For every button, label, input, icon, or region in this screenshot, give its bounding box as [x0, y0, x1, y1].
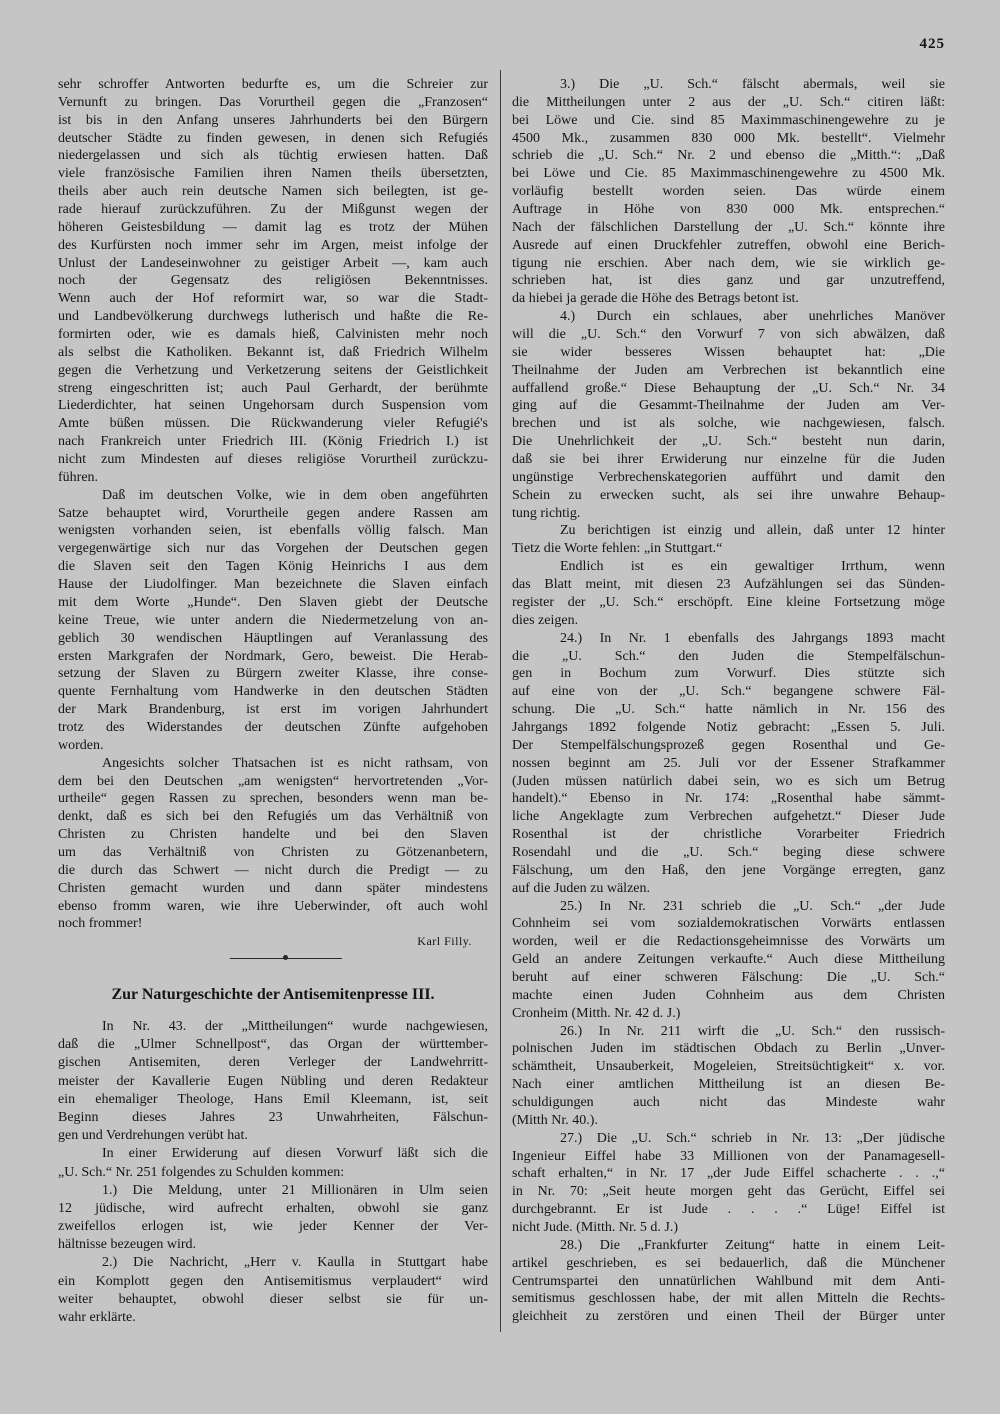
text-line: Unlust der Landeseinwohner zu geistiger Arbeit —, kam auch — [58, 255, 488, 271]
text-line: Centrumspartei den unnatürlichen Wahlbund mit dem Anti- — [512, 1273, 945, 1289]
paragraph — [512, 898, 945, 1023]
text-line: die „U. Sch.“ den Juden die Stempelfälschun- — [512, 648, 945, 664]
text-line: wahr erklärte. — [58, 1310, 136, 1325]
section-divider-ornament — [283, 955, 288, 960]
text-line: machte einen Juden Cohnheim aus dem Christen — [512, 987, 945, 1003]
text-line: ging auf die Gesammt-Theilnahme der Juden am Ver- — [512, 398, 945, 414]
text-line: Christen zu Christen handelte und bei den Slaven — [58, 827, 488, 843]
text-line: Zu berichtigen ist einzig und allein, daß unter 12 hinter — [560, 523, 945, 539]
text-line: hältnisse bezeugen wird. — [58, 1237, 197, 1253]
text-line: die Slaven seit den Tagen König Heinrichs I aus dem — [58, 559, 488, 575]
paragraph — [512, 522, 945, 558]
text-line: niedergelassen und sich als tüchtig erwiesen hatten. Daß — [58, 148, 488, 164]
text-line: 2.) Die Nachricht, „Herr v. Kaulla in Stuttgart habe — [102, 1255, 488, 1271]
paragraph — [512, 76, 945, 308]
paragraph — [58, 755, 488, 934]
text-line: Cronheim (Mitth. Nr. 42 d. J.) — [512, 1005, 681, 1021]
text-line: Auftrage in Höhe von 830 000 Mk. entsprechen.“ — [512, 202, 945, 218]
text-line: Vernunft zu bringen. Das Vorurtheil gegen die „Franzosen“ — [58, 94, 488, 110]
text-line: Die Unehrlichkeit der „U. Sch.“ besteht nun darin, — [512, 434, 945, 450]
text-line: worden. — [58, 737, 104, 753]
text-line: schämtheit, Unsauberkeit, Mogeleien, Streitsüchtigkeit“ x. vor. — [512, 1059, 945, 1075]
text-line: (Juden müssen natürlich dabei sein, wo es sich um Betrug — [512, 773, 945, 789]
text-line: Christen gemacht wurden und dann später mindestens — [58, 880, 488, 896]
text-line: schrieben hat, ist dies ganz und gar unzutreffend, — [512, 273, 945, 289]
paragraph — [58, 1182, 488, 1255]
text-line: noch frommer! — [58, 916, 143, 932]
text-line: nossen beginnt am 25. Juli vor der Essener Strafkammer — [512, 755, 945, 771]
text-line: schung. Die „U. Sch.“ hatte nämlich in Nr. 156 des — [512, 702, 945, 718]
author-signature: Karl Filly. — [417, 934, 472, 949]
text-line: Rosendahl und die „U. Sch.“ beging diese schwere — [512, 844, 945, 860]
text-line: dem bei den Deutschen „am wenigsten“ hervortretenden „Vor- — [58, 773, 488, 789]
text-line: die Mittheilungen unter 2 aus der „U. Sch.“ citiren läßt: — [512, 94, 945, 110]
text-line: schaft erhalten,“ in Nr. 17 „der Jude Eiffel schacherte . . .,“ — [512, 1166, 945, 1182]
text-line: handelt).“ Ebenso in Nr. 174: „Rosenthal habe sämmt- — [512, 791, 945, 807]
text-line: In Nr. 43. der „Mittheilungen“ wurde nachgewiesen, — [102, 1019, 488, 1034]
text-line: In einer Erwiderung auf diesen Vorwurf läßt sich die — [102, 1146, 488, 1162]
text-line: Wenn auch der Hof reformirt war, so war die Stadt- — [58, 291, 488, 307]
text-line: polnischen Juden im städtischen Obdach zu Berlin „Unver- — [512, 1041, 945, 1057]
left-column-article-2 — [58, 1018, 488, 1327]
text-line: das Blatt meint, mit diesen 23 Aufzählungen sei das Sünden- — [512, 577, 945, 593]
text-line: „U. Sch.“ Nr. 251 folgendes zu Schulden kommen: — [58, 1164, 345, 1180]
text-line: ein Komplott gegen den Antisemitismus verplaudert“ wird — [58, 1273, 488, 1289]
text-line: Amte büßen müssen. Die Rückwanderung vieler Refugié's — [58, 416, 488, 432]
text-line: zweifellos erlogen ist, wie jeder Kenner der Ver- — [58, 1219, 488, 1235]
text-line: tigung nie erschien. Aber nach dem, wie sie wirklich ge- — [512, 255, 945, 271]
text-line: gen und Verdrehungen verübt hat. — [58, 1128, 248, 1144]
text-line: auf die Juden zu wälzen. — [512, 880, 650, 896]
text-line: Liederdichter, hat seinen Ungehorsam durch Suspension vom — [58, 398, 488, 414]
right-column — [512, 76, 945, 1326]
text-line: durchgebrannt. Er ist Jude . . . .“ Lüge! Eiffel ist — [512, 1202, 945, 1218]
text-line: semitismus geschlossen habe, der mit allen Mitteln die Rechts- — [512, 1291, 945, 1307]
text-line: mit dem Worte „Hunde“. Den Slaven giebt der Deutsche — [58, 594, 488, 610]
text-line: worden, weil er die Redactionsgeheimnisse des Vorwärts um — [512, 934, 945, 950]
paragraph — [58, 1254, 488, 1327]
text-line: ein ehemaliger Theologe, Hans Emil Kleemann, ist, seit — [58, 1091, 488, 1107]
text-line: formirten oder, wie es damals hieß, Calvinisten mehr noch — [58, 327, 488, 343]
text-line: noch der Gegensatz des religiösen Bekenntnisses. — [58, 273, 488, 289]
text-line: 12 jüdische, wird aufrecht erhalten, obwohl sie ganz — [58, 1200, 488, 1216]
column-rule — [500, 70, 501, 1332]
text-line: 28.) Die „Frankfurter Zeitung“ hatte in einem Leit- — [560, 1237, 945, 1253]
paragraph — [58, 76, 488, 487]
text-line: Rosenthal ist der christliche Vorarbeiter Friedrich — [512, 827, 945, 843]
text-line: ersten Markgrafen der Nordmark, Gero, beweist. Die Herab- — [58, 648, 488, 664]
paragraph — [58, 1145, 488, 1181]
text-line: sie wider besseres Wissen behauptet hat: „Die — [512, 344, 945, 360]
text-line: quente Fernhaltung vom Handwerke in den deutschen Städten — [58, 684, 488, 700]
paragraph — [512, 1023, 945, 1130]
text-line: Theilnahme der Juden am Verbrechen ist bekanntlich eine — [512, 362, 945, 378]
text-line: auffallend große.“ Diese Behauptung der „U. Sch.“ Nr. 34 — [512, 380, 945, 396]
paragraph — [58, 487, 488, 755]
text-line: rade hierauf zurückzuführen. Zu der Mißgunst wegen der — [58, 202, 488, 218]
text-line: daß die „Ulmer Schnellpost“, das Organ der württember- — [58, 1037, 488, 1053]
text-line: ungünstige Verbrechenskategorien aufführt und damit den — [512, 469, 945, 485]
text-line: auf eine von der „U. Sch.“ begangene schwere Fäl- — [512, 684, 945, 700]
text-line: Cohnheim sei vom sozialdemokratischen Vorwärts entlassen — [512, 916, 945, 932]
text-line: ebenso fromm waren, wie ihre Ueberwinder, oft auch wohl — [58, 898, 488, 914]
text-line: will die „U. Sch.“ den Vorwurf 7 von sich abwälzen, daß — [512, 327, 945, 343]
text-line: Satze behauptet wird, Vorurtheile gegen andere Rassen am — [58, 505, 488, 521]
text-line: Endlich ist es ein gewaltiger Irrthum, wenn — [560, 559, 945, 575]
text-line: Beginn dieses Jahres 23 Unwahrheiten, Fälschun- — [58, 1109, 488, 1125]
text-line: urtheile“ gegen Rassen zu sprechen, besonders wenn man be- — [58, 791, 488, 807]
text-line: vergegenwärtige sich nur das Vorgehen der Deutschen gegen — [58, 541, 488, 557]
text-line: 27.) Die „U. Sch.“ schrieb in Nr. 13: „Der jüdische — [560, 1130, 945, 1146]
paragraph — [512, 1130, 945, 1237]
paragraph — [58, 1018, 488, 1145]
text-line: wenigsten vorhanden seien, ist ebenfalls völlig falsch. Man — [58, 523, 488, 539]
text-line: brechen und ist als solche, wie nachgewiesen, falsch. — [512, 416, 945, 432]
text-line: um das Verhältniß von Christen zu Götzenanbetern, — [58, 844, 488, 860]
paragraph — [512, 1237, 945, 1326]
text-line: nicht zum Mindesten auf dieses religiöse Vorurtheil zurückzu- — [58, 452, 488, 468]
text-line: die durch das Schwert — nicht durch die Predigt — zu — [58, 862, 488, 878]
text-line: dies zeigen. — [512, 612, 579, 628]
text-line: artikel geschrieben, es sei bedauerlich, daß die Münchener — [512, 1255, 945, 1271]
text-line: beruht auf einer schweren Fälschung: Die „U. Sch.“ — [512, 969, 945, 985]
text-line: gegen die Verhetzung und Verketzerung seitens der Geistlichkeit — [58, 362, 488, 378]
text-line: Schein zu erwecken sucht, als sei ihre unwahre Behaup- — [512, 487, 945, 503]
article-heading: Zur Naturgeschichte der Antisemitenpresse III. — [111, 986, 435, 1003]
text-line: schrieb die „U. Sch.“ Nr. 2 und ebenso die „Mitth.“: „Daß — [512, 148, 945, 164]
text-line: setzung der Slaven zu Bürgern zweiter Klasse, ihre conse- — [58, 666, 488, 682]
text-line: theils aber auch rein deutsche Namen sich beilegten, ist ge- — [58, 184, 488, 200]
text-line: Ingenieur Eiffel habe 33 Millionen von der Panamagesell- — [512, 1148, 945, 1164]
text-line: 1.) Die Meldung, unter 21 Millionären in Ulm seien — [102, 1182, 488, 1198]
text-line: Nach der fälschlichen Darstellung der „U. Sch.“ könnte ihre — [512, 219, 945, 235]
text-line: Daß im deutschen Volke, wie in dem oben angeführten — [102, 487, 488, 503]
text-line: liche Angeklagte zum Verbrechen aufgehetzt.“ Dieser Jude — [512, 809, 945, 825]
text-line: register der „U. Sch.“ erschöpft. Eine kleine Fortsetzung möge — [512, 594, 945, 610]
text-line: schuldigungen auch nicht das Mindeste wahr — [512, 1094, 945, 1110]
text-line: (Mitth Nr. 40.). — [512, 1112, 598, 1128]
text-line: Jahrgangs 1892 folgende Notiz gebracht: „Essen 5. Juli. — [512, 719, 945, 735]
text-line: 4500 Mk., zusammen 830 000 Mk. bestellt“. Vielmehr — [512, 130, 945, 146]
text-line: streng eingeschritten ist; auch Paul Gerhardt, der berühmte — [58, 380, 488, 396]
text-line: nicht Jude. (Mitth. Nr. 5 d. J.) — [512, 1220, 679, 1235]
text-line: 3.) Die „U. Sch.“ fälscht abermals, weil sie — [560, 77, 945, 92]
text-line: in Nr. 70: „Seit heute morgen geht das Gerücht, Eiffel sei — [512, 1184, 945, 1200]
text-line: der Mark Brandenburg, ist erst im vorigen Jahrhundert — [58, 702, 488, 718]
text-line: denkt, daß es sich bei den Refugiés um das Verhältniß von — [58, 809, 488, 825]
text-line: Nach einer amtlichen Mittheilung ist an diesen Be- — [512, 1077, 945, 1093]
text-line: meister der Kavallerie Eugen Nübling und deren Redakteur — [58, 1073, 488, 1089]
text-line: sehr schroffer Antworten bedurfte es, um die Schreier zur — [58, 77, 488, 92]
text-line: viele französische Familien ihren Namen theils übersetzten, — [58, 166, 488, 182]
text-line: gen in Bochum zum Vorwurf. Dies stützte sich — [512, 666, 945, 682]
text-line: Geld an andere Zeitungen verkaufte.“ Auch diese Mittheilung — [512, 952, 945, 968]
text-line: gleichheit zu zerstören und einen Theil der Bürger unter — [512, 1309, 945, 1325]
text-line: Tietz die Worte fehlen: „in Stuttgart.“ — [512, 541, 723, 557]
text-line: ist bis in den Anfang unseres Jahrhunderts bei den Bürgern — [58, 112, 488, 128]
text-line: 4.) Durch ein schlaues, aber unehrliches Manöver — [560, 309, 945, 325]
text-line: bei Löwe und Cie. 85 Maximmaschinengewehre zu 4500 Mk. — [512, 166, 945, 182]
text-line: trotz des Widerstandes der deutschen Zünfte aufgehoben — [58, 719, 488, 735]
text-line: 26.) In Nr. 211 wirft die „U. Sch.“ den russisch- — [560, 1023, 945, 1039]
text-line: nach Frankreich unter Friedrich III. (König Friedrich I.) ist — [58, 434, 488, 450]
text-line: daß sie bei ihrer Erwiderung nur einzelne für die Juden — [512, 452, 945, 468]
text-line: Der Stempelfälschungsprozeß gegen Rosenthal und Ge- — [512, 737, 945, 753]
paragraph — [512, 558, 945, 629]
text-line: da hiebei ja gerade die Höhe des Betrags betont ist. — [512, 291, 799, 307]
text-line: führen. — [58, 469, 99, 485]
text-line: vorläufig bestellt worden seien. Das würde einem — [512, 184, 945, 200]
text-line: Hause der Liudolfinger. Man bezeichnete die Slaven einfach — [58, 577, 488, 593]
text-line: weiter behauptet, obwohl dieser selbst sie für un- — [58, 1291, 488, 1307]
text-line: tung richtig. — [512, 505, 581, 521]
left-column-article — [58, 76, 488, 951]
text-line: 24.) In Nr. 1 ebenfalls des Jahrgangs 1893 macht — [560, 630, 945, 646]
text-line: als selbst die Katholiken. Bekannt ist, daß Friedrich Wilhelm — [58, 344, 488, 360]
text-line: deutscher Städte zu finden gewesen, in denen sich Refugiés — [58, 130, 488, 146]
text-line: geblich 30 wendischen Häuptlingen auf Veranlassung des — [58, 630, 488, 646]
text-line: Fälschung, um den Haß, den jene Vorgänge erregten, ganz — [512, 862, 945, 878]
paragraph — [512, 630, 945, 898]
text-line: bei Löwe und Cie. sind 85 Maximmaschinengewehre zu je — [512, 112, 945, 128]
paragraph — [512, 308, 945, 522]
text-line: höheren Geistesbildung — damit lag es trotz der Mühen — [58, 219, 488, 235]
text-line: und Landbevölkerung durchwegs lutherisch und haßte die Re- — [58, 309, 488, 325]
text-line: gischen Antisemiten, deren Verleger der Landwehrritt- — [58, 1055, 488, 1071]
text-line: 25.) In Nr. 231 schrieb die „U. Sch.“ „der Jude — [560, 898, 945, 914]
text-line: Ausrede auf einen Druckfehler zutreffen, obwohl eine Berich- — [512, 237, 945, 253]
page-number: 425 — [919, 36, 945, 52]
text-line: des Kurfürsten noch immer sehr im Argen, meist infolge der — [58, 237, 488, 253]
text-line: Angesichts solcher Thatsachen ist es nicht rathsam, von — [102, 755, 488, 771]
text-line: keine Treue, wie unter andern die Niedermetzelung von an- — [58, 612, 488, 628]
